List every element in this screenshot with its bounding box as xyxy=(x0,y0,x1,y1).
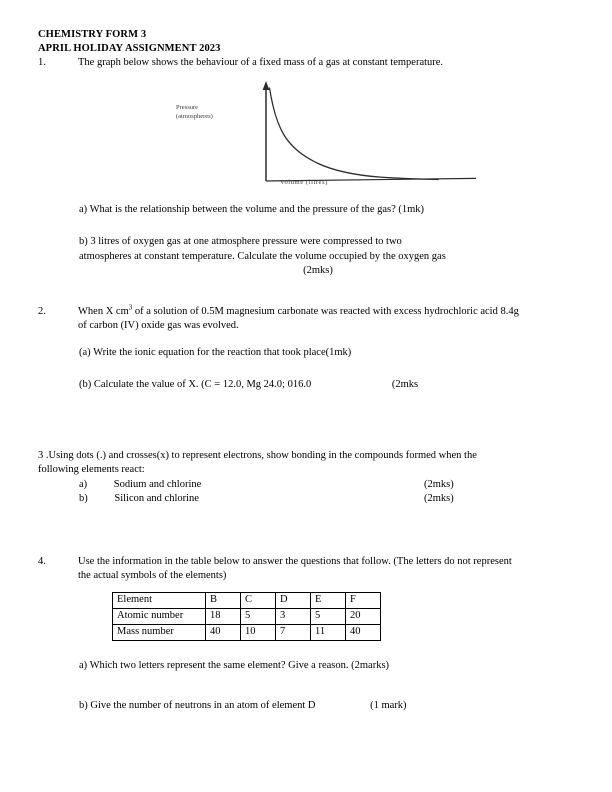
question-4-part-b-label: b) xyxy=(79,700,88,711)
table-cell: E xyxy=(311,592,346,608)
table-cell: 10 xyxy=(241,624,276,640)
question-3-part-a-marks: (2mks) xyxy=(424,478,454,490)
table-cell: 3 xyxy=(276,608,311,624)
question-1 xyxy=(38,56,578,71)
question-2-part-a xyxy=(79,346,578,361)
question-1-stem: The graph below shows the behaviour of a fixed mass of a gas at constant temperature. xyxy=(78,57,444,68)
table-row-header: Mass number xyxy=(113,624,206,640)
table-cell: 5 xyxy=(241,608,276,624)
question-4 xyxy=(38,555,578,584)
question-3-part-a xyxy=(79,478,578,493)
question-2-part-b-marks: (2mks xyxy=(391,379,419,390)
question-2-part-a-text: Write the ionic equation for the reaction that took place(1mk) xyxy=(93,346,352,358)
graph-y-axis-label-line2: (atmospheres) xyxy=(176,112,213,120)
table-cell: 7 xyxy=(276,624,311,640)
table-row xyxy=(113,592,381,608)
table-cell: D xyxy=(276,592,311,608)
question-2-stem-part1: When X cm xyxy=(78,305,129,317)
question-2-part-b-label: (b) xyxy=(79,379,92,390)
question-3-part-a-text: Sodium and chlorine xyxy=(113,478,202,490)
graph-y-axis-label-line1: Pressure xyxy=(176,103,199,111)
question-3-part-b xyxy=(79,492,578,507)
question-1-part-a-label: a) xyxy=(79,203,88,215)
question-2-stem xyxy=(78,305,578,320)
table-row xyxy=(113,608,381,624)
document-body xyxy=(38,28,578,714)
question-1-part-a xyxy=(79,203,578,218)
question-3-stem-line1: 3 .Using dots (.) and crosses(x) to represent electrons, show bonding in the compounds formed when the xyxy=(38,449,477,461)
question-1-part-b xyxy=(79,235,578,250)
question-1-number: 1. xyxy=(38,57,46,68)
table-cell: B xyxy=(206,592,241,608)
question-2-number: 2. xyxy=(38,305,46,317)
question-1-part-a-text: What is the relationship between the volume and the pressure of the gas? (1mk) xyxy=(89,203,425,215)
question-2-part-b-text: Calculate the value of X. (C = 12.0, Mg 24.0; 016.0 xyxy=(93,379,312,390)
question-4-number: 4. xyxy=(38,555,46,567)
question-4-part-b-marks: (1 mark) xyxy=(370,700,407,711)
document-title-line-1: CHEMISTRY FORM 3 xyxy=(38,29,147,40)
graph-x-axis-label: Volume (litres) xyxy=(280,178,329,186)
question-1-part-b-marks: (2mks) xyxy=(303,265,333,276)
question-3 xyxy=(38,449,578,478)
document-title-line-2: APRIL HOLIDAY ASSIGNMENT 2023 xyxy=(38,43,221,54)
table-cell: 40 xyxy=(206,624,241,640)
table-cell: C xyxy=(241,592,276,608)
question-3-part-b-marks: (2mks) xyxy=(424,493,454,504)
question-2-stem-part2: of a solution of 0.5M magnesium carbonate was reacted with excess hydrochloric acid 8.4g xyxy=(132,305,519,317)
element-properties-table xyxy=(112,592,381,641)
question-3-stem-line2: following elements react: xyxy=(38,464,145,475)
question-4-part-a-text: Which two letters represent the same element? Give a reason. (2marks) xyxy=(89,659,390,671)
table-row-header: Atomic number xyxy=(113,608,206,624)
question-2-stem-line2: of carbon (IV) oxide gas was evolved. xyxy=(78,320,239,331)
question-4-part-b xyxy=(79,699,578,714)
question-4-stem-line2: the actual symbols of the elements) xyxy=(78,570,227,581)
table-cell: 20 xyxy=(346,608,381,624)
question-4-part-a xyxy=(79,659,578,674)
table-cell: 5 xyxy=(311,608,346,624)
question-3-part-b-text: Silicon and chlorine xyxy=(114,493,199,504)
question-2-stem-superscript: 3 xyxy=(128,304,133,311)
question-1-part-b-line2: atmospheres at constant temperature. Calculate the volume occupied by the oxygen gas xyxy=(79,250,446,262)
graph-y-axis-arrow-icon xyxy=(263,81,270,90)
question-4-part-b-text: Give the number of neutrons in an atom of element D xyxy=(90,700,316,711)
question-1-part-b-text: 3 litres of oxygen gas at one atmosphere pressure were compressed to two xyxy=(90,236,402,247)
table-cell: F xyxy=(346,592,381,608)
table-row-header: Element xyxy=(113,592,206,608)
table-cell: 11 xyxy=(311,624,346,640)
question-4-part-a-label: a) xyxy=(79,659,88,671)
question-2-part-b xyxy=(79,378,578,393)
question-2-part-a-label: (a) xyxy=(79,346,91,358)
question-3-part-a-label: a) xyxy=(79,478,88,490)
question-1-part-b-label: b) xyxy=(79,236,88,247)
table-cell: 40 xyxy=(346,624,381,640)
graph-curve-pressure-volume xyxy=(270,88,439,180)
table-cell: 18 xyxy=(206,608,241,624)
question-4-stem-line1: Use the information in the table below to answer the questions that follow. (The letters do not represent xyxy=(78,555,512,567)
question-3-part-b-label: b) xyxy=(79,493,88,504)
table-row xyxy=(113,624,381,640)
question-2 xyxy=(38,305,578,334)
boyles-law-graph xyxy=(176,79,476,197)
